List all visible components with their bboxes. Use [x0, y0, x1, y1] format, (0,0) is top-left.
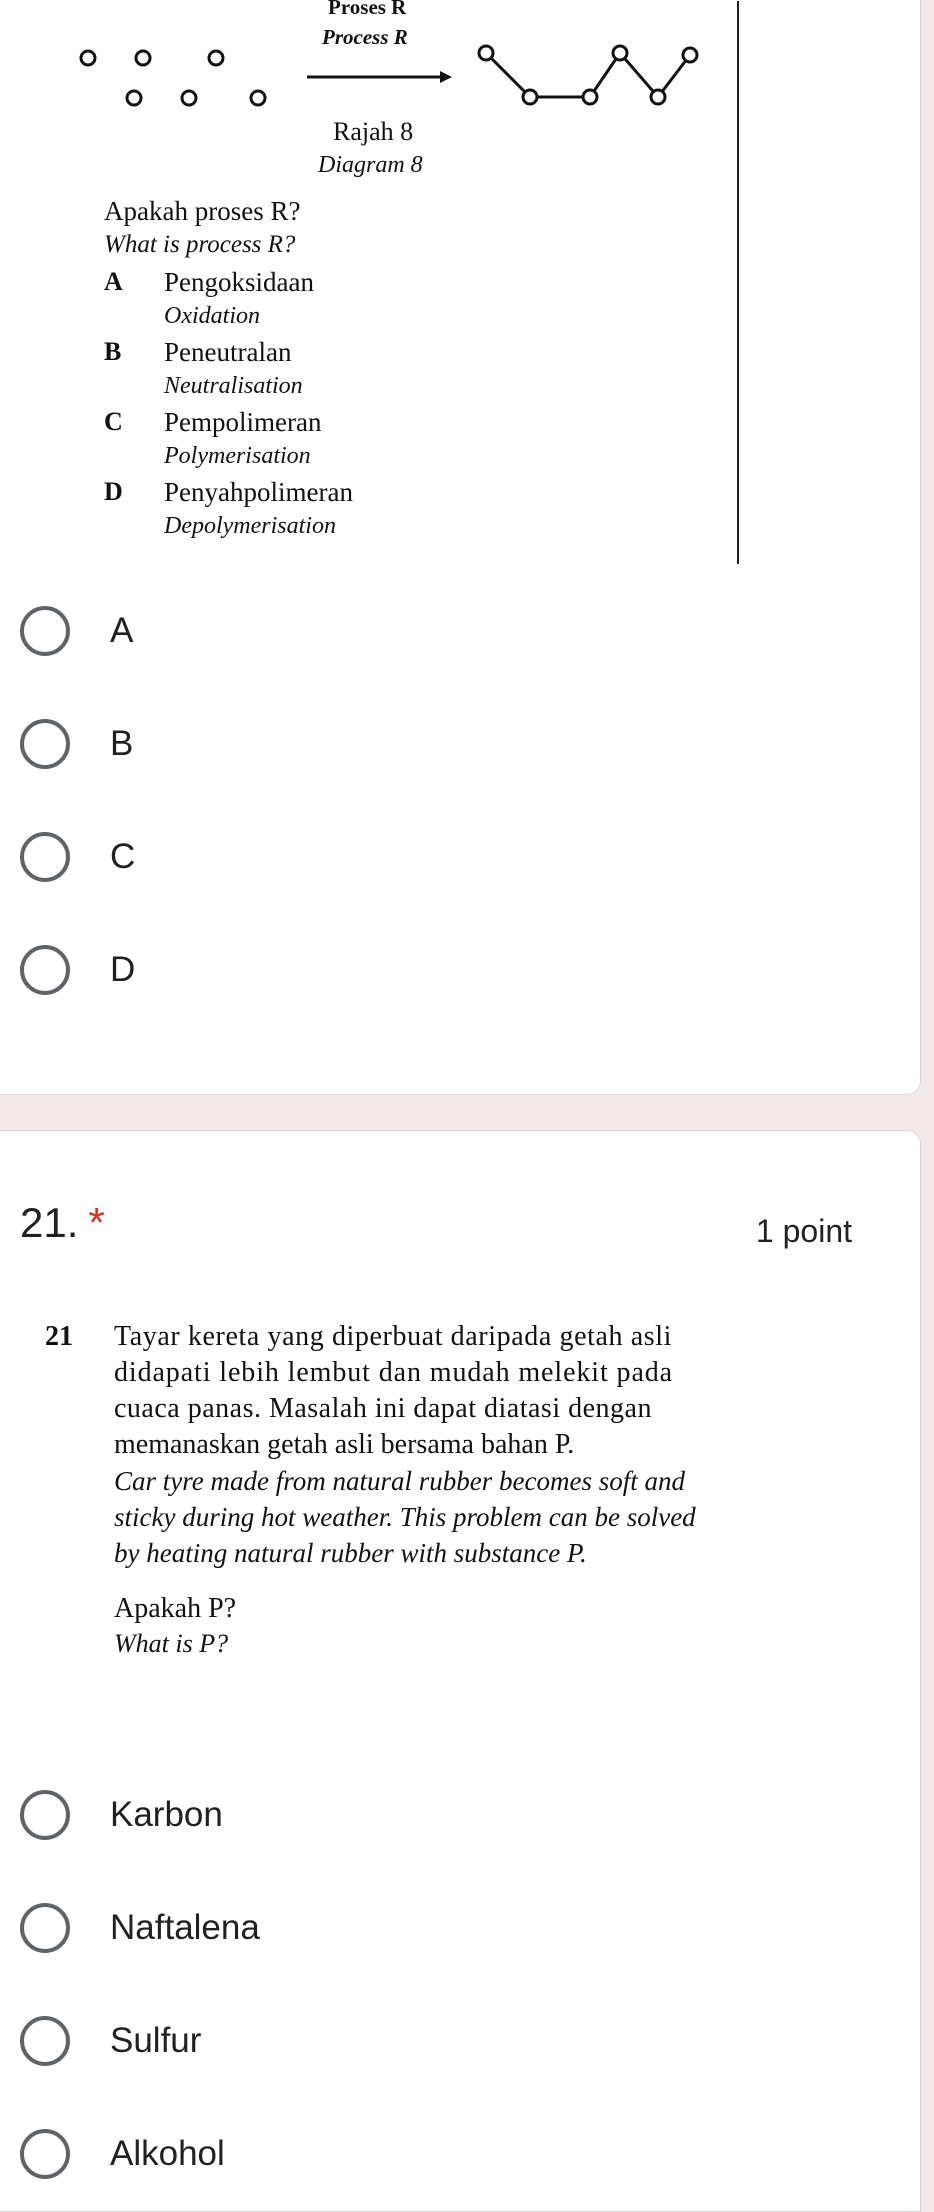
- option-c[interactable]: [20, 829, 720, 885]
- option-sulfur[interactable]: [20, 2013, 720, 2069]
- question-text-en-line-2: sticky during hot weather. This problem can be solved: [114, 1502, 696, 1532]
- monomer: [127, 91, 141, 105]
- option-label: Alkohol: [110, 2134, 225, 2173]
- question-text-ms-line-3: cuaca panas. Masalah ini dapat diatasi dengan: [114, 1393, 652, 1424]
- option-naftalena[interactable]: [20, 1900, 720, 1956]
- monomer: [182, 91, 196, 105]
- scan-question-number: 21: [45, 1321, 73, 1352]
- question-image: Proses R Process R Rajah 8 Diagram 8 Apakah proses R? What is process R? A Pengoksidaan Oxidation B Peneutralan Neutralisation C Pempolimeran Polymerisation D Penyahpolimeran Depolymerisation: [0, 1, 739, 564]
- option-b[interactable]: [20, 716, 720, 772]
- process-label-ms: Proses R: [328, 0, 407, 19]
- radio-button[interactable]: [20, 1903, 70, 1953]
- option-label: Karbon: [110, 1795, 223, 1834]
- radio-button[interactable]: [20, 1790, 70, 1840]
- points-label: 1 point: [755, 1213, 852, 1249]
- option-label: B: [110, 724, 134, 763]
- process-arrow: [307, 71, 452, 83]
- question-en: What is P?: [114, 1629, 229, 1658]
- radio-button[interactable]: [20, 2016, 70, 2066]
- option-d[interactable]: [20, 942, 720, 998]
- question-text-en-line-1: Car tyre made from natural rubber becomes soft and: [114, 1466, 685, 1496]
- question-card-21: [0, 1130, 921, 2212]
- option-alkohol[interactable]: [20, 2126, 720, 2182]
- radio-button[interactable]: [20, 945, 70, 995]
- option-label: Naftalena: [110, 1908, 260, 1947]
- monomer: [81, 51, 95, 65]
- question-ms: Apakah P?: [114, 1593, 237, 1624]
- polymer-chain: [479, 46, 697, 104]
- diagram-caption-ms: Rajah 8: [333, 117, 414, 146]
- question-text-en: What is process R?: [104, 231, 296, 258]
- question-number: 21.: [20, 1199, 79, 1246]
- question-title: [20, 1199, 105, 1247]
- radio-button[interactable]: [20, 719, 70, 769]
- diagram-caption-en: Diagram 8: [318, 152, 423, 178]
- monomer-circles: [81, 51, 265, 105]
- monomer: [136, 51, 150, 65]
- radio-button[interactable]: [20, 2129, 70, 2179]
- question-text-ms-line-2: didapati lebih lembut dan mudah melekit pada: [114, 1357, 674, 1388]
- question-text-ms-line-1: Tayar kereta yang diperbuat daripada getah asli: [114, 1321, 672, 1352]
- required-asterisk: *: [88, 1199, 105, 1246]
- process-label-en: Process R: [322, 25, 408, 49]
- question-text-ms-line-4: memanaskan getah asli bersama bahan P.: [114, 1429, 575, 1460]
- option-label: D: [110, 950, 136, 989]
- option-karbon[interactable]: [20, 1787, 720, 1843]
- option-label: Sulfur: [110, 2021, 202, 2060]
- question-image: [0, 1321, 830, 1681]
- radio-button[interactable]: [20, 606, 70, 656]
- option-label: C: [110, 837, 136, 876]
- radio-button[interactable]: [20, 832, 70, 882]
- option-label: A: [110, 611, 134, 650]
- question-text-ms: Apakah proses R?: [104, 196, 301, 226]
- question-text-en-line-3: by heating natural rubber with substance P.: [114, 1538, 587, 1568]
- question-card-20: [0, 0, 921, 1095]
- monomer: [251, 91, 265, 105]
- option-a[interactable]: [20, 603, 720, 659]
- monomer: [209, 51, 223, 65]
